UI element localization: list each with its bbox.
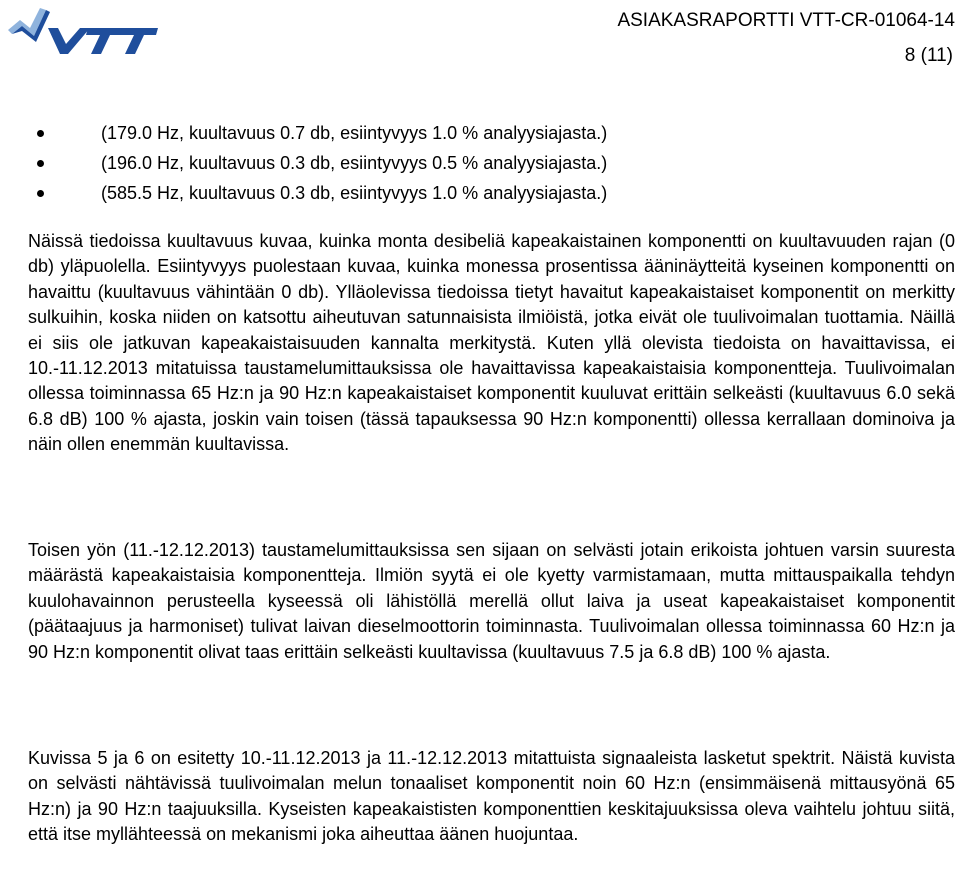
vtt-logo	[6, 4, 158, 56]
paragraph: Toisen yön (11.-12.12.2013) taustamelumittauksissa sen sijaan on selvästi jotain erikoista johtuen varsin suuresta määrästä kapeakaistaisia komponentteja. Ilmiön syytä ei ole kyetty varmistamaan, mutta mittauspaikalla tehdyn kuulohavainnon perusteella kyseessä oli lähistöllä merellä ollut laiva ja useat kapeakaistaiset komponentit (päätaajuus ja harmoniset) tulivat laivan dieselmoottorin toiminnasta. Tuulivoimalan ollessa toiminnassa 60 Hz:n ja 90 Hz:n komponentit olivat taas erittäin selkeästi kuultavissa (kuultavuus 7.5 ja 6.8 dB) 100 % ajasta.	[28, 540, 955, 662]
bullet-icon	[37, 160, 44, 167]
bullet-icon	[37, 130, 44, 137]
list-item	[28, 118, 938, 148]
bullet-list	[28, 118, 938, 208]
page-number: 8 (11)	[904, 45, 953, 66]
paragraph: Kuvissa 5 ja 6 on esitetty 10.-11.12.2013 ja 11.-12.12.2013 mitattuista signaaleista lasketut spektrit. Näistä kuvista on selvästi nähtävissä tuulivoimalan melun tonaaliset komponentit noin 60 Hz:n (ensimmäisenä mittausyönä 65 Hz:n) ja 90 Hz:n taajuuksilla. Kyseisten kapeakaististen komponenttien keskitajuuksissa oleva vaihtelu johtuu siitä, että itse myllähteessä on mekanismi joka aiheuttaa äänen huojuntaa.	[28, 748, 955, 845]
list-item-text: (179.0 Hz, kuultavuus 0.7 db, esiintyvyys 1.0 % analyysiajasta.)	[101, 123, 608, 143]
bullet-icon	[37, 190, 44, 197]
list-item-text: (196.0 Hz, kuultavuus 0.3 db, esiintyvyys 0.5 % analyysiajasta.)	[101, 153, 608, 173]
paragraph: Näissä tiedoissa kuultavuus kuvaa, kuinka monta desibeliä kapeakaistainen komponentti on kuultavuuden rajan (0 db) yläpuolella. Esiintyvyys puolestaan kuvaa, kuinka monessa prosentissa ääninäytteitä kyseinen komponentti on havaittu (kuultavuus vähintään 0 db). Ylläolevissa tiedoissa tietyt havaitut kapeakaistaiset komponentit on merkitty sulkuihin, koska niiden on katsottu aiheutuvan satunnaisista ilmiöistä, jotka eivät ole tuulivoimalan tuottamia. Näillä ei siis ole jatkuvan kapeakaistaisuuden kannalta merkitystä. Kuten yllä olevista tiedoista on havaittavissa, ei 10.-11.12.2013 mitatuissa taustamelumittauksissa ole havaittavissa kapeakaistaisia komponentteja. Tuulivoimalan ollessa toiminnassa 65 Hz:n ja 90 Hz:n kapeakaistaiset komponentit kuuluvat erittäin selkeästi (kuultavuus 6.0 sekä 6.8 dB) 100 % ajasta, joskin vain toisen (tässä tapauksessa 90 Hz:n komponentti) ollessa kerrallaan dominoiva ja näin ollen enemmän kuultavissa.	[28, 231, 955, 455]
list-item	[28, 148, 938, 178]
list-item	[28, 178, 938, 208]
logo-lettering	[8, 8, 158, 54]
report-id: ASIAKASRAPORTTI VTT-CR-01064-14	[617, 10, 955, 31]
list-item-text: (585.5 Hz, kuultavuus 0.3 db, esiintyvyys 1.0 % analyysiajasta.)	[101, 183, 608, 203]
